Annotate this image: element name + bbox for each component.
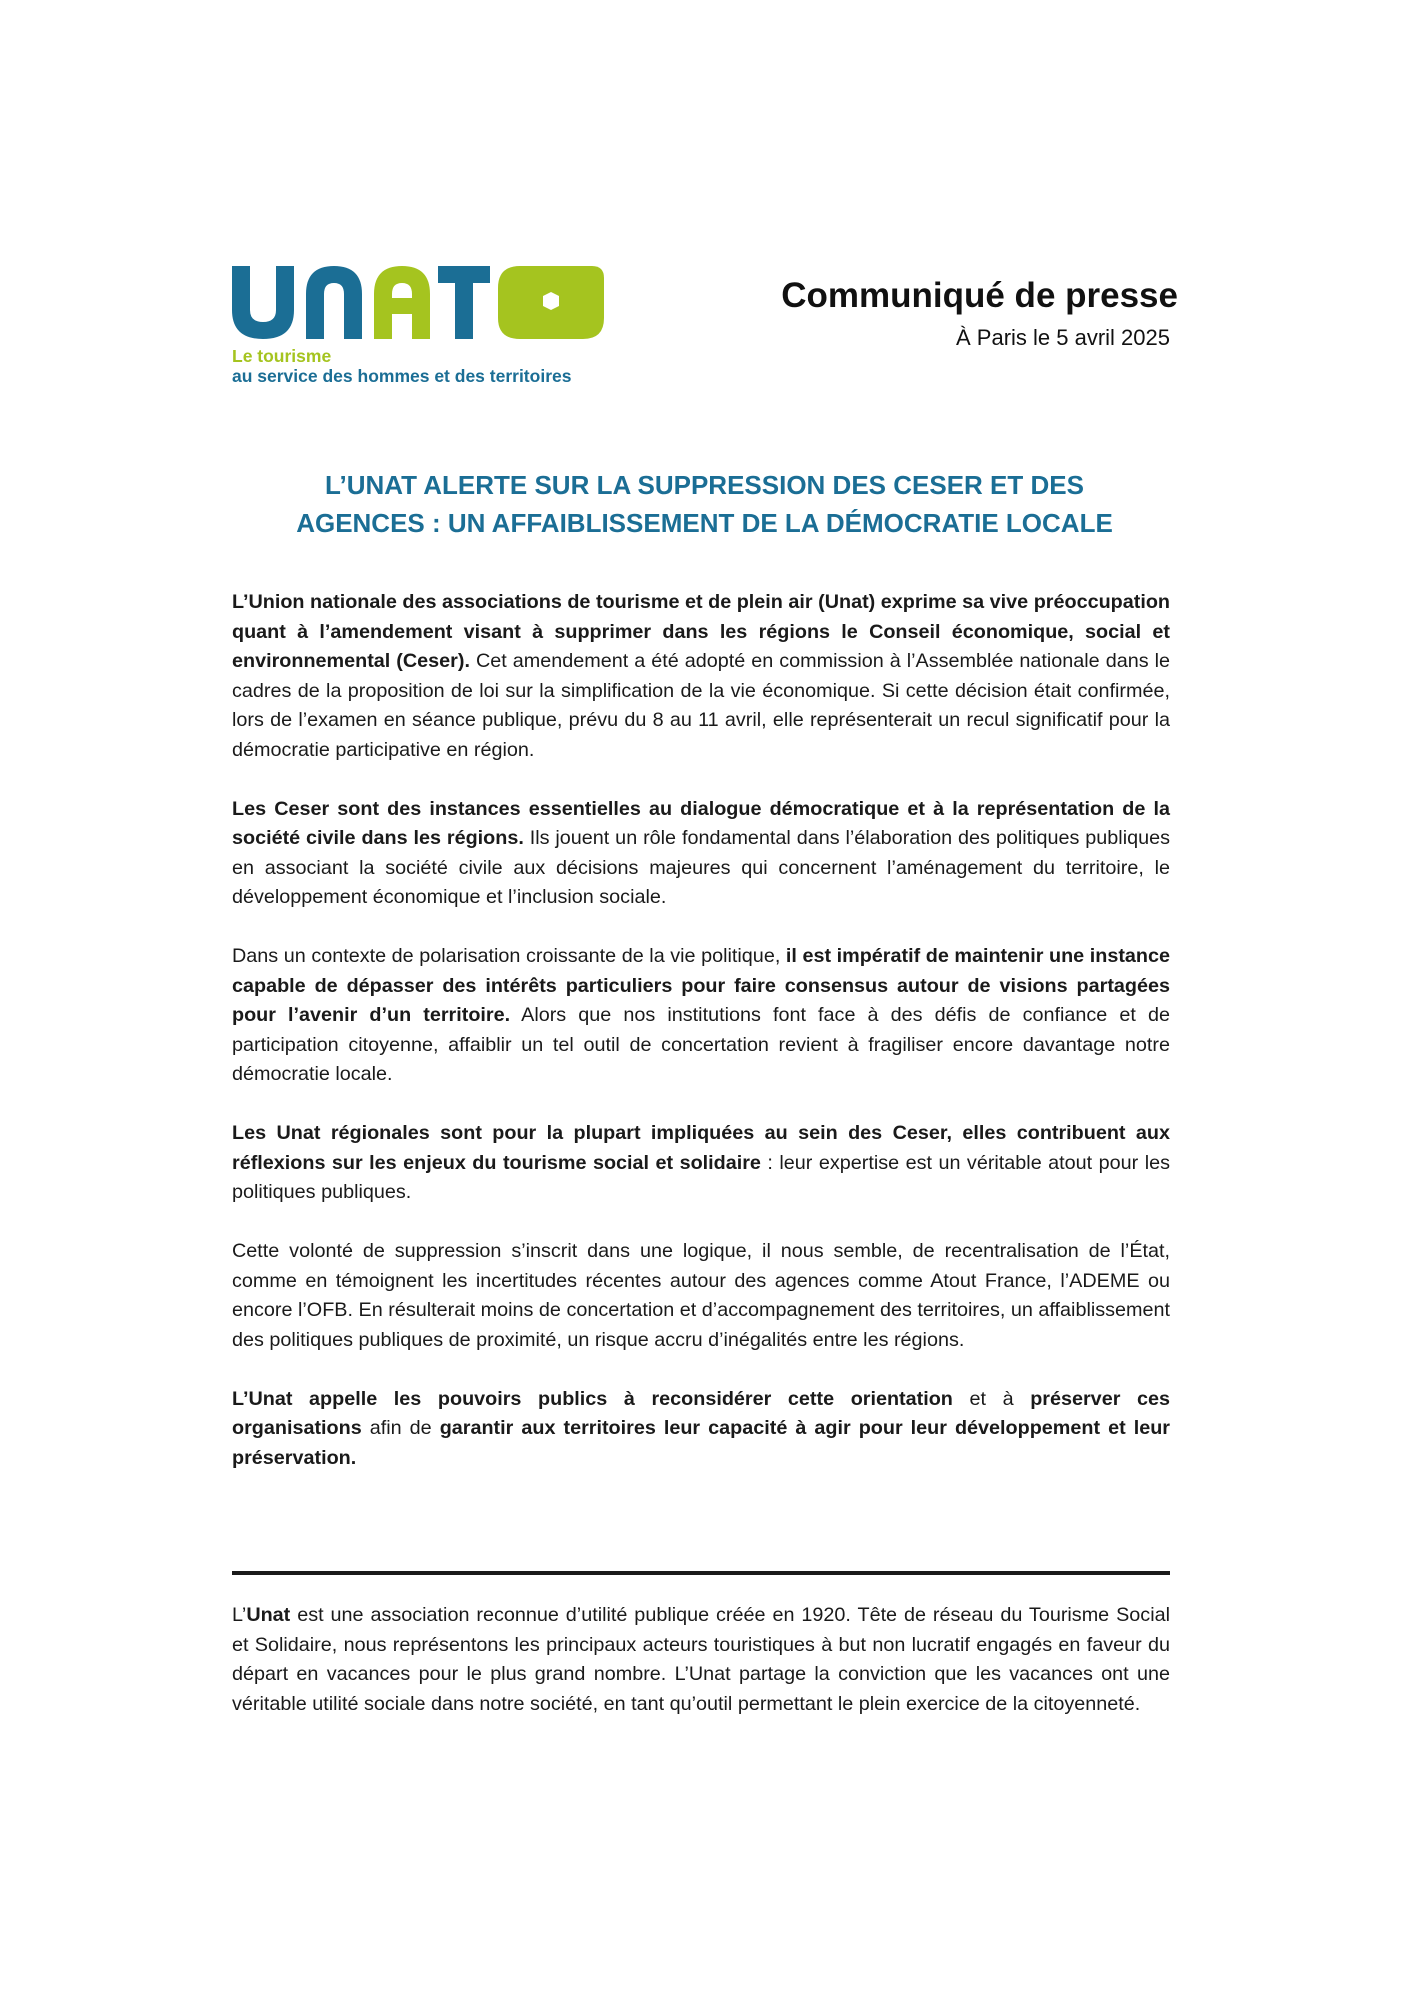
paragraph-6-bold-2: préserver ces organisations [232, 1387, 1170, 1439]
about-unat [232, 1601, 1170, 1749]
footer-divider [232, 1571, 1170, 1575]
paragraph-4-text: : leur expertise est un véritable atout pour les politiques publiques. [232, 1151, 1170, 1203]
paragraph-6-text-2: afin de [361, 1417, 440, 1439]
paragraph-6-bold-1: L’Unat appelle les pouvoirs publics à reconsidérer cette orientation [232, 1387, 953, 1410]
paragraph-3-text-end: Alors que nos institutions font face à des défis de confiance et de participation citoyenne, affaiblir un tel outil de concertation revient à fragiliser encore davantage notre démocratie locale. [232, 1004, 1171, 1085]
about-paragraph [232, 1601, 1170, 1719]
paragraph-2-bold: Les Ceser sont des instances essentielles au dialogue démocratique et à la représentation de la société civile dans les régions. [232, 797, 1170, 849]
paragraph-6-bold-3: garantir aux territoires leur capacité à agir pour leur développement et leur préservation. [232, 1417, 1170, 1469]
paragraph-5 [232, 1237, 1170, 1355]
headline-line2: AGENCES : UN AFFAIBLISSEMENT DE LA DÉMOCRATIE LOCALE [296, 508, 1113, 538]
paragraph-2-text: Ils jouent un rôle fondamental dans l’élaboration des politiques publiques en associant la société civile aux décisions majeures qui concernent l’aménagement du territoire, le développement économique et l’inclusion sociale. [232, 827, 1170, 908]
unat-logo [232, 266, 612, 396]
body-text [232, 588, 1170, 1503]
paragraph-2 [232, 795, 1170, 913]
headline-line1: L’UNAT ALERTE SUR LA SUPPRESSION DES CESER ET DES [325, 470, 1084, 500]
logo-tagline-line2: au service des hommes et des territoires [232, 366, 572, 386]
paragraph-3-text-start: Dans un contexte de polarisation croissante de la vie politique, [232, 945, 786, 967]
paragraph-4 [232, 1119, 1170, 1208]
paragraph-4-bold: Les Unat régionales sont pour la plupart impliquées au sein des Ceser, elles contribuent aux réflexions sur les enjeux du tourisme social et solidaire [232, 1122, 1170, 1174]
paragraph-1-bold: L’Union nationale des associations de tourisme et de plein air (Unat) exprime sa vive préoccupation quant à l’amendement visant à supprimer dans les régions le Conseil économique, social et environnemental (Ceser). [232, 591, 1170, 672]
press-release-date: À Paris le 5 avril 2025 [956, 325, 1170, 350]
paragraph-6-text-1: et à [952, 1387, 1031, 1410]
paragraph-1 [232, 588, 1170, 765]
about-text-end: est une association reconnue d’utilité publique créée en 1920. Tête de réseau du Tourisme Social et Solidaire, nous représentons les principaux acteurs touristiques à but non lucratif engagés en faveur du départ en vacances pour le plus grand nombre. L’Unat partage la conviction que les vacances ont une véritable utilité sociale dans notre société, en tant qu’outil permettant le plein exercice de la citoyenneté. [232, 1604, 1170, 1715]
paragraph-1-text: Cet amendement a été adopté en commission à l’Assemblée nationale dans le cadres de la proposition de loi sur la simplification de la vie économique. Si cette décision était confirmée, lors de l’examen en séance publique, prévu du 8 au 11 avril, elle représenterait un recul significatif pour la démocratie participative en région. [232, 650, 1170, 761]
paragraph-3 [232, 942, 1170, 1090]
paragraph-3-bold: il est impératif de maintenir une instance capable de dépasser des intérêts particuliers pour faire consensus autour de visions partagées pour l’avenir d’un territoire. [232, 945, 1170, 1026]
about-text-start: L’ [232, 1604, 247, 1626]
unat-wordmark-graphic [232, 266, 612, 342]
headline [232, 466, 1177, 542]
paragraph-6 [232, 1385, 1170, 1474]
logo-tagline-line1: Le tourisme [232, 346, 332, 366]
paragraph-5-text: Cette volonté de suppression s’inscrit dans une logique, il nous semble, de recentralisation de l’État, comme en témoignent les incertitudes récentes autour des agences comme Atout France, l’ADEME ou encore l’OFB. En résulterait moins de concertation et d’accompagnement des territoires, un affaiblissement des politiques publiques de proximité, un risque accru d’inégalités entre les régions. [232, 1240, 1170, 1351]
about-bold: Unat [246, 1604, 291, 1626]
press-release-title: Communiqué de presse [781, 276, 1178, 315]
